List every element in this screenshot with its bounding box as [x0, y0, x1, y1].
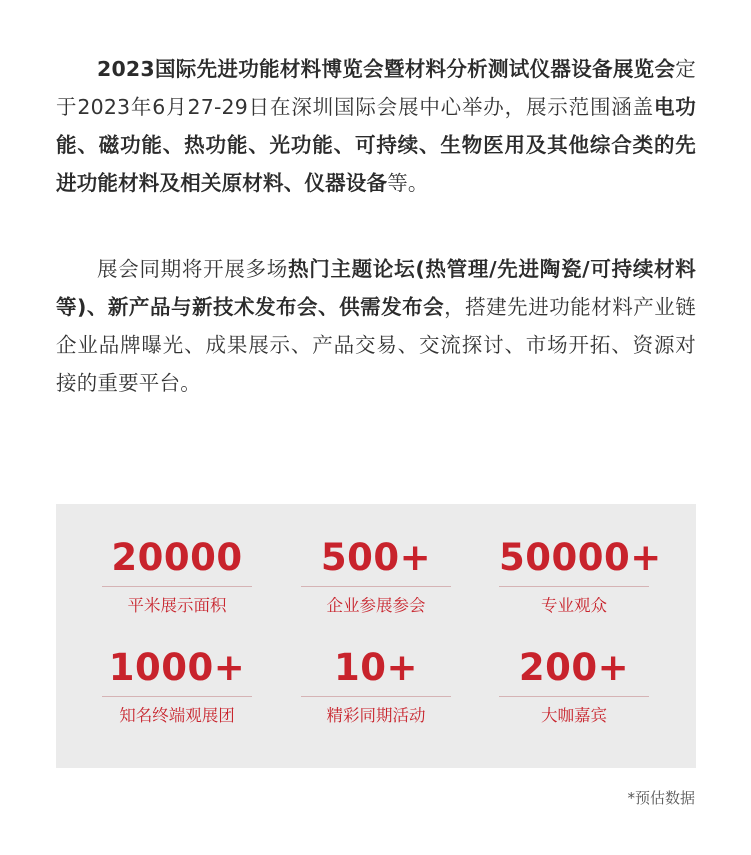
- stat-value: 200+: [518, 646, 630, 689]
- stat-value: 1000+: [108, 646, 246, 689]
- stat-label: 专业观众: [541, 596, 607, 615]
- stat-label: 知名终端观展团: [119, 706, 235, 725]
- stat-exhibition-area: [102, 536, 252, 617]
- stat-divider: [499, 586, 649, 587]
- stat-value: 500+: [320, 536, 432, 579]
- intro-paragraph-1: [56, 50, 696, 202]
- stat-exhibitors: [301, 536, 451, 617]
- stat-value: 20000: [111, 536, 243, 579]
- exhibit-scope: 电功能、磁功能、热功能、光功能、可持续、生物医用及其他综合类的先进功能材料及相关原材料、仪器设备: [56, 95, 696, 195]
- estimate-footnote: *预估数据: [627, 789, 695, 807]
- concurrent-events: 热门主题论坛(热管理/先进陶瓷/可持续材料等)、新产品与新技术发布会、供需发布会: [56, 257, 696, 319]
- stat-value: 50000+: [499, 536, 662, 579]
- stat-buyer-delegations: [102, 646, 252, 727]
- stat-divider: [102, 586, 252, 587]
- stat-divider: [499, 696, 649, 697]
- stat-value: 10+: [334, 646, 418, 689]
- stat-divider: [301, 696, 451, 697]
- stat-label: 大咖嘉宾: [541, 706, 607, 725]
- event-name: 2023国际先进功能材料博览会暨材料分析测试仪器设备展览会: [97, 57, 676, 81]
- stats-panel: [56, 504, 696, 768]
- paragraph-2-opening: 展会同期将开展多场: [97, 257, 288, 281]
- stat-label: 精彩同期活动: [326, 706, 426, 725]
- stat-label: 平米展示面积: [127, 596, 227, 615]
- intro-paragraph-2: [56, 250, 696, 402]
- stat-visitors: [499, 536, 662, 617]
- paragraph-2-ending: ，搭建先进功能材料产业链企业品牌曝光、成果展示、产品交易、交流探讨、市场开拓、资源对接的重要平台。: [56, 295, 696, 395]
- stat-divider: [102, 696, 252, 697]
- stat-guest-speakers: [499, 646, 649, 727]
- stat-concurrent-events: [301, 646, 451, 727]
- stat-label: 企业参展参会: [326, 596, 426, 615]
- stat-divider: [301, 586, 451, 587]
- event-date-venue-text: 定于2023年6月27-29日在深圳国际会展中心举办，展示范围涵盖: [56, 57, 696, 119]
- paragraph-1-ending: 等。: [387, 171, 429, 195]
